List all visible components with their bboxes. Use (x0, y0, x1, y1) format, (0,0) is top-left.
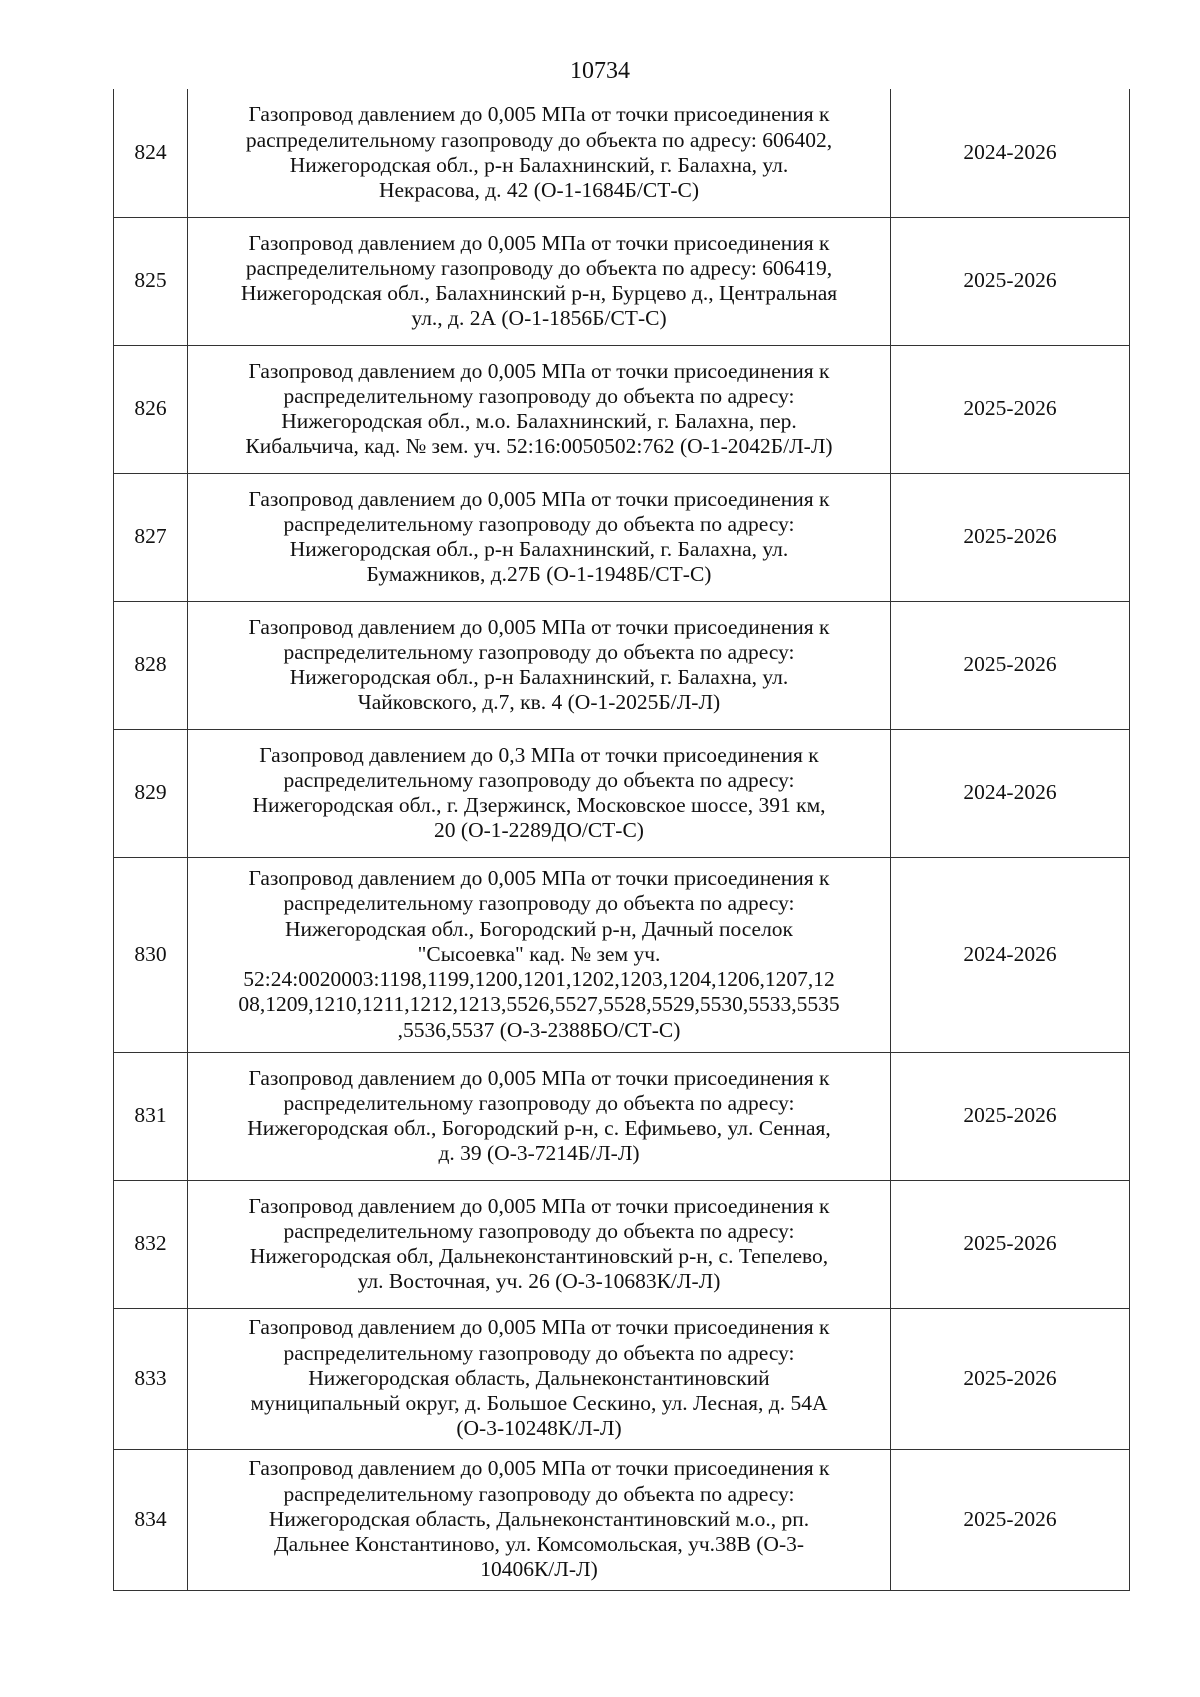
description-line: Газопровод давлением до 0,005 МПа от точки присоединения к (248, 486, 830, 511)
implementation-period: 2025-2026 (891, 601, 1130, 729)
table-row (114, 473, 1130, 601)
description-line: распределительному газопроводу до объекта по адресу: (283, 1481, 795, 1506)
object-description (188, 1449, 891, 1590)
description-line: Газопровод давлением до 0,005 МПа от точки присоединения к (248, 1193, 830, 1218)
row-number: 832 (114, 1180, 188, 1308)
description-line: Газопровод давлением до 0,005 МПа от точки присоединения к (248, 1315, 830, 1340)
description-line: Нижегородская область, Дальнеконстантиновский (308, 1365, 770, 1390)
implementation-period: 2025-2026 (891, 1449, 1130, 1590)
implementation-period: 2025-2026 (891, 473, 1130, 601)
table-row (114, 345, 1130, 473)
description-line: распределительному газопроводу до объекта по адресу: 606419, (245, 255, 833, 280)
description-line: д. 39 (О-3-7214Б/Л-Л) (438, 1141, 640, 1166)
description-line: распределительному газопроводу до объекта по адресу: (283, 1090, 795, 1115)
description-line: распределительному газопроводу до объекта по адресу: (283, 511, 795, 536)
implementation-period: 2024-2026 (891, 89, 1130, 217)
object-description (188, 89, 891, 217)
row-number: 834 (114, 1449, 188, 1590)
implementation-period: 2025-2026 (891, 1308, 1130, 1449)
description-line: Дальнее Константиново, ул. Комсомольская, уч.38В (О-3- (273, 1532, 805, 1557)
page-number: 10734 (570, 58, 630, 84)
table-row (114, 89, 1130, 217)
description-line: Нижегородская обл., р-н Балахнинский, г. Балахна, ул. (289, 537, 789, 561)
object-description (188, 729, 891, 857)
table-row (114, 217, 1130, 345)
description-line: муниципальный округ, д. Большое Сескино, ул. Лесная, д. 54А (250, 1391, 828, 1416)
description-line: Нижегородская область, Дальнеконстантиновский м.о., рп. (268, 1506, 810, 1531)
row-number: 831 (114, 1052, 188, 1180)
row-number: 827 (114, 473, 188, 601)
description-line: Газопровод давлением до 0,005 МПа от точки присоединения к (248, 866, 830, 891)
description-line: распределительному газопроводу до объекта по адресу: (283, 1340, 795, 1365)
object-description (188, 473, 891, 601)
object-description (188, 1308, 891, 1449)
row-number: 833 (114, 1308, 188, 1449)
implementation-period: 2024-2026 (891, 729, 1130, 857)
description-line: Нижегородская обл., Богородский р-н, Дачный поселок (284, 916, 794, 941)
description-line: Газопровод давлением до 0,005 МПа от точки присоединения к (248, 1065, 830, 1090)
description-line: Нижегородская обл., р-н Балахнинский, г. Балахна, ул. (289, 152, 789, 177)
table-row (114, 729, 1130, 857)
object-description (188, 1180, 891, 1308)
description-line: Нижегородская обл., г. Дзержинск, Московское шоссе, 391 км, (252, 793, 826, 817)
description-line: ул., д. 2А (О-1-1856Б/СТ-С) (411, 306, 667, 331)
description-line: распределительному газопроводу до объекта по адресу: (283, 639, 795, 664)
gas-pipeline-table (113, 89, 1130, 1591)
description-line: Нижегородская обл., Богородский р-н, с. Ефимьево, ул. Сенная, (247, 1116, 831, 1140)
description-line: Газопровод давлением до 0,3 МПа от точки присоединения к (259, 742, 819, 767)
implementation-period: 2025-2026 (891, 345, 1130, 473)
implementation-period: 2025-2026 (891, 1052, 1130, 1180)
table-row (114, 1308, 1130, 1449)
row-number: 825 (114, 217, 188, 345)
object-description (188, 857, 891, 1052)
row-number: 824 (114, 89, 188, 217)
description-line: Газопровод давлением до 0,005 МПа от точки присоединения к (248, 614, 830, 639)
object-description (188, 601, 891, 729)
description-line: 20 (О-1-2289ДО/СТ-С) (434, 818, 644, 843)
description-line: Некрасова, д. 42 (О-1-1684Б/СТ-С) (378, 177, 700, 202)
object-description (188, 345, 891, 473)
description-line: Газопровод давлением до 0,005 МПа от точки присоединения к (248, 358, 830, 383)
row-number: 830 (114, 857, 188, 1052)
description-line: Нижегородская обл., р-н Балахнинский, г. Балахна, ул. (289, 665, 789, 689)
description-line: Кибальчича, кад. № зем. уч. 52:16:0050502:762 (О-1-2042Б/Л-Л) (245, 434, 833, 459)
description-line: распределительному газопроводу до объекта по адресу: (283, 891, 795, 916)
table-row (114, 1180, 1130, 1308)
description-line: 52:24:0020003:1198,1199,1200,1201,1202,1203,1204,1206,1207,12 (243, 967, 835, 992)
description-line: распределительному газопроводу до объекта по адресу: 606402, (245, 127, 833, 152)
table-row (114, 1449, 1130, 1590)
table-row (114, 1052, 1130, 1180)
implementation-period: 2025-2026 (891, 1180, 1130, 1308)
description-line: Газопровод давлением до 0,005 МПа от точки присоединения к (248, 230, 830, 255)
object-description (188, 217, 891, 345)
description-line: распределительному газопроводу до объекта по адресу: (283, 383, 795, 408)
description-line: (О-3-10248К/Л-Л) (456, 1416, 622, 1441)
table-row (114, 601, 1130, 729)
description-line: Нижегородская обл., м.о. Балахнинский, г. Балахна, пер. (281, 409, 797, 433)
description-line: "Сысоевка" кад. № зем уч. (417, 941, 661, 966)
description-line: 08,1209,1210,1211,1212,1213,5526,5527,5528,5529,5530,5533,5535 (238, 992, 840, 1017)
object-description (188, 1052, 891, 1180)
row-number: 826 (114, 345, 188, 473)
description-line: распределительному газопроводу до объекта по адресу: (283, 1218, 795, 1243)
table-row (114, 857, 1130, 1052)
description-line: ул. Восточная, уч. 26 (О-3-10683К/Л-Л) (357, 1269, 721, 1294)
description-line: Газопровод давлением до 0,005 МПа от точки присоединения к (248, 1456, 830, 1481)
description-line: Чайковского, д.7, кв. 4 (О-1-2025Б/Л-Л) (357, 690, 721, 715)
implementation-period: 2024-2026 (891, 857, 1130, 1052)
description-line: Нижегородская обл, Дальнеконстантиновский р-н, с. Тепелево, (249, 1244, 829, 1268)
description-line: Газопровод давлением до 0,005 МПа от точки присоединения к (248, 102, 830, 127)
description-line: Нижегородская обл., Балахнинский р-н, Бурцево д., Центральная (240, 281, 838, 305)
implementation-period: 2025-2026 (891, 217, 1130, 345)
description-line: ,5536,5537 (О-3-2388БО/СТ-С) (397, 1017, 681, 1042)
description-line: 10406К/Л-Л) (480, 1557, 598, 1582)
row-number: 828 (114, 601, 188, 729)
description-line: Бумажников, д.27Б (О-1-1948Б/СТ-С) (366, 562, 712, 587)
description-line: распределительному газопроводу до объекта по адресу: (283, 767, 795, 792)
row-number: 829 (114, 729, 188, 857)
